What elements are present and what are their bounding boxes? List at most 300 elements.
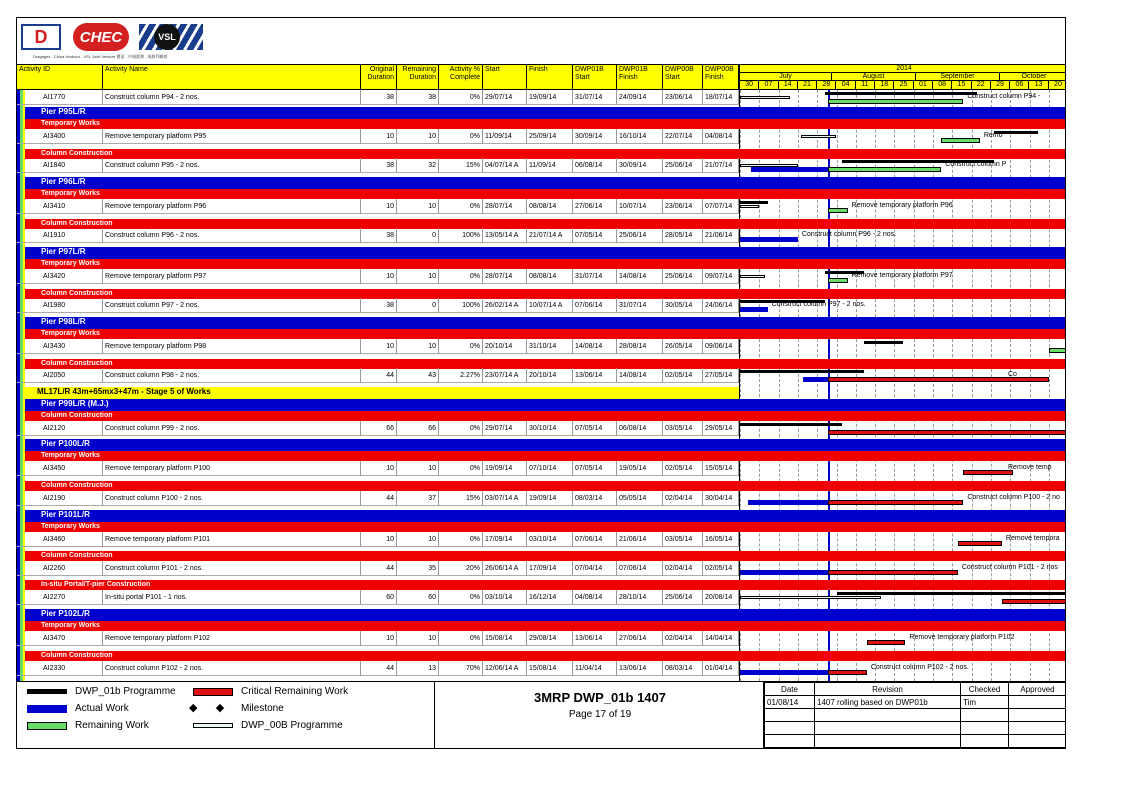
- cell-id: AI1910: [41, 228, 103, 243]
- bar-label: Remove temp: [1008, 464, 1052, 471]
- cell-pc: 0%: [439, 129, 483, 144]
- cell-d1f: 10/07/14: [617, 199, 663, 214]
- activity-row[interactable]: [17, 368, 739, 383]
- activity-row[interactable]: [17, 532, 739, 547]
- timeline-day: 06: [1010, 81, 1029, 90]
- cell-name: Remove temporary platform P101: [103, 532, 361, 547]
- remaining-bar: [1049, 348, 1066, 353]
- pier-band: Pier P96L/R: [25, 177, 739, 189]
- cell-finish: 08/08/14: [527, 199, 573, 214]
- programme-bar: [740, 370, 864, 373]
- cell-od: 10: [361, 631, 397, 646]
- document-title: 3MRP DWP_01b 1407: [534, 690, 666, 705]
- cell-od: 10: [361, 532, 397, 547]
- activity-row[interactable]: [17, 298, 739, 313]
- cell-id: AI2120: [41, 421, 103, 436]
- cell-od: 44: [361, 661, 397, 676]
- timeline-day: 30: [740, 81, 759, 90]
- band-extension: [739, 189, 1066, 199]
- cell-d0s: 02/04/14: [663, 561, 703, 576]
- cell-d1f: 14/08/14: [617, 269, 663, 284]
- timeline-day: 18: [875, 81, 894, 90]
- cell-d0s: 03/05/14: [663, 421, 703, 436]
- timeline-day: 29: [991, 81, 1010, 90]
- timeline-day: 25: [894, 81, 913, 90]
- cell-d0s: 25/06/14: [663, 590, 703, 605]
- band-extension: [739, 481, 1066, 491]
- bar-label: Construct column P97 - 2 nos.: [771, 301, 866, 308]
- band-extension: [739, 317, 1066, 329]
- actual-bar: [740, 307, 768, 312]
- cell-pc: 0%: [439, 339, 483, 354]
- cell-d1f: 19/05/14: [617, 461, 663, 476]
- timeline-day: 04: [837, 81, 856, 90]
- group-band: Temporary Works: [25, 189, 739, 199]
- stage-band: ML17L/R 43m+65mx3+47m - Stage 5 of Works: [25, 387, 739, 399]
- programme-bar: [740, 423, 842, 426]
- dwp00b-bar: [740, 205, 759, 208]
- pier-band: Pier P98L/R: [25, 317, 739, 329]
- bar-label: Remove temporary platform P97: [851, 272, 953, 279]
- actual-bar: [751, 167, 828, 172]
- cell-d1s: 27/06/14: [573, 199, 617, 214]
- cell-d0s: 25/06/14: [663, 158, 703, 173]
- cell-finish: 15/08/14: [527, 661, 573, 676]
- col-dwp01b-finish: DWP01B Finish: [617, 65, 663, 89]
- cell-finish: 16/12/14: [527, 590, 573, 605]
- cell-d0f: 09/06/14: [703, 339, 739, 354]
- critical-bar: [828, 570, 958, 575]
- cell-finish: 10/07/14 A: [527, 298, 573, 313]
- chec-logo: CHEC: [73, 23, 129, 51]
- activity-row[interactable]: [17, 90, 739, 105]
- timeline-year: 2014: [740, 65, 1066, 73]
- activity-row[interactable]: [17, 199, 739, 214]
- cell-od: 44: [361, 368, 397, 383]
- bar-label: Construct column P101 - 2 nos: [961, 564, 1058, 571]
- cell-name: Construct column P98 - 2 nos.: [103, 368, 361, 383]
- cell-id: AI3460: [41, 532, 103, 547]
- cell-pc: 0%: [439, 421, 483, 436]
- cell-d1s: 04/08/14: [573, 590, 617, 605]
- cell-finish: 21/07/14 A: [527, 228, 573, 243]
- cell-start: 19/09/14: [483, 461, 527, 476]
- cell-rd: 37: [397, 491, 439, 506]
- bar-label: Construct column P100 - 2 no: [967, 494, 1060, 501]
- cell-name: Remove temporary platform P95: [103, 129, 361, 144]
- cell-name: Remove temporary platform P98: [103, 339, 361, 354]
- actual-bar: [740, 237, 798, 242]
- cell-d1s: 08/03/14: [573, 491, 617, 506]
- cell-start: 17/09/14: [483, 532, 527, 547]
- cell-od: 10: [361, 269, 397, 284]
- group-band: Temporary Works: [25, 329, 739, 339]
- dwp00b-bar: [740, 596, 881, 599]
- band-extension: [739, 411, 1066, 421]
- cell-rd: 35: [397, 561, 439, 576]
- cell-start: 04/07/14 A: [483, 158, 527, 173]
- band-extension: [739, 609, 1066, 621]
- legend-swatch-critical: [193, 688, 233, 696]
- cell-name: Remove temporary platform P100: [103, 461, 361, 476]
- cell-start: 03/10/14: [483, 590, 527, 605]
- activity-row[interactable]: [17, 631, 739, 646]
- programme-bar: [864, 341, 903, 344]
- col-activity-id: Activity ID: [17, 65, 103, 89]
- cell-d1f: 28/10/14: [617, 590, 663, 605]
- remaining-bar: [828, 278, 847, 283]
- cell-pc: 20%: [439, 561, 483, 576]
- cell-finish: 29/08/14: [527, 631, 573, 646]
- remaining-bar: [828, 167, 941, 172]
- cell-id: AI3420: [41, 269, 103, 284]
- cell-od: 38: [361, 90, 397, 105]
- cell-id: AI2260: [41, 561, 103, 576]
- rev-approved: [1009, 696, 1067, 709]
- band-extension: [739, 580, 1066, 590]
- dwp00b-bar: [740, 96, 790, 99]
- cell-rd: 38: [397, 90, 439, 105]
- band-extension: [739, 510, 1066, 522]
- band-extension: [739, 651, 1066, 661]
- cell-od: 44: [361, 491, 397, 506]
- col-percent-complete: Activity % Complete: [439, 65, 483, 89]
- cell-od: 38: [361, 158, 397, 173]
- cell-d0s: 30/05/14: [663, 298, 703, 313]
- group-band: Column Construction: [25, 359, 739, 369]
- timeline-day: 08: [933, 81, 952, 90]
- cell-name: Remove temporary platform P96: [103, 199, 361, 214]
- cell-d0f: 21/07/14: [703, 158, 739, 173]
- timeline-day: 07: [759, 81, 778, 90]
- bar-label: Construct column P: [945, 161, 1007, 168]
- col-activity-name: Activity Name: [103, 65, 361, 89]
- vsl-logo: VSL: [139, 24, 203, 50]
- cell-id: AI2270: [41, 590, 103, 605]
- cell-pc: 15%: [439, 158, 483, 173]
- cell-d0f: 04/08/14: [703, 129, 739, 144]
- group-band: Temporary Works: [25, 621, 739, 631]
- cell-id: AI1980: [41, 298, 103, 313]
- cell-od: 10: [361, 461, 397, 476]
- cell-rd: 43: [397, 368, 439, 383]
- band-extension: [739, 551, 1066, 561]
- cell-od: 60: [361, 590, 397, 605]
- cell-finish: 17/09/14: [527, 561, 573, 576]
- cell-d0f: 21/06/14: [703, 228, 739, 243]
- bar-label: Co: [1008, 371, 1017, 378]
- col-finish: Finish: [527, 65, 573, 89]
- activity-row[interactable]: [17, 461, 739, 476]
- cell-d0s: 23/06/14: [663, 199, 703, 214]
- activity-row[interactable]: [17, 491, 739, 506]
- cell-d1f: 31/07/14: [617, 298, 663, 313]
- cell-d0s: 02/04/14: [663, 491, 703, 506]
- cell-d1s: 07/06/14: [573, 532, 617, 547]
- cell-name: In-situ portal P101 - 1 nos.: [103, 590, 361, 605]
- cell-rd: 13: [397, 661, 439, 676]
- dragages-logo: D: [21, 24, 61, 50]
- bar-label: Construct column P96 - 2 nos.: [801, 231, 897, 238]
- activity-row[interactable]: [17, 158, 739, 173]
- band-extension: [739, 399, 1066, 411]
- legend-dwp00b: DWP_00B Programme: [241, 720, 343, 731]
- bar-label: Remove temporary platform P102: [909, 634, 1015, 641]
- cell-id: AI2330: [41, 661, 103, 676]
- cell-od: 38: [361, 298, 397, 313]
- cell-name: Remove temporary platform P97: [103, 269, 361, 284]
- cell-d1f: 06/08/14: [617, 421, 663, 436]
- band-extension: [739, 329, 1066, 339]
- cell-d0f: 27/05/14: [703, 368, 739, 383]
- bar-label: Remove tempora: [1005, 535, 1060, 542]
- cell-finish: 11/09/14: [527, 158, 573, 173]
- rev-header-approved: Approved: [1009, 683, 1067, 696]
- cell-d0s: 02/05/14: [663, 461, 703, 476]
- cell-finish: 07/10/14: [527, 461, 573, 476]
- legend-swatch-dwp00b: [193, 723, 233, 728]
- timeline-month: October: [1000, 73, 1066, 81]
- cell-start: 26/02/14 A: [483, 298, 527, 313]
- activity-row[interactable]: [17, 228, 739, 243]
- timeline-day: 15: [952, 81, 971, 90]
- cell-d1f: 05/05/14: [617, 491, 663, 506]
- legend-milestone: Milestone: [241, 703, 284, 714]
- legend-remaining: Remaining Work: [75, 720, 149, 731]
- cell-rd: 66: [397, 421, 439, 436]
- activity-row[interactable]: [17, 561, 739, 576]
- cell-id: AI2190: [41, 491, 103, 506]
- band-extension: [739, 119, 1066, 129]
- actual-bar: [803, 377, 828, 382]
- cell-d0s: 26/05/14: [663, 339, 703, 354]
- cell-od: 10: [361, 199, 397, 214]
- cell-d0f: 30/04/14: [703, 491, 739, 506]
- cell-d1f: 14/08/14: [617, 368, 663, 383]
- col-dwp01b-start: DWP01B Start: [573, 65, 617, 89]
- activity-row[interactable]: [17, 661, 739, 676]
- rev-header-date: Date: [765, 683, 815, 696]
- band-extension: [739, 359, 1066, 369]
- col-dwp00b-start: DWP00B Start: [663, 65, 703, 89]
- activity-row[interactable]: [17, 269, 739, 284]
- bar-label: Construct column P94 -: [967, 93, 1041, 100]
- critical-bar: [867, 640, 906, 645]
- cell-finish: 30/10/14: [527, 421, 573, 436]
- timeline-day: 01: [914, 81, 933, 90]
- cell-name: Construct column P99 - 2 nos.: [103, 421, 361, 436]
- cell-d1s: 31/07/14: [573, 269, 617, 284]
- activity-row[interactable]: [17, 129, 739, 144]
- remaining-bar: [828, 208, 847, 213]
- cell-d1f: 25/06/14: [617, 228, 663, 243]
- revision-table: [764, 682, 1066, 748]
- critical-bar: [958, 541, 1002, 546]
- col-dwp00b-finish: DWP00B Finish: [703, 65, 739, 89]
- cell-finish: 31/10/14: [527, 339, 573, 354]
- legend-swatch-remaining: [27, 722, 67, 730]
- col-original-duration: Original Duration: [361, 65, 397, 89]
- cell-d0f: 09/07/14: [703, 269, 739, 284]
- band-extension: [739, 522, 1066, 532]
- cell-rd: 10: [397, 532, 439, 547]
- band-extension: [739, 289, 1066, 299]
- cell-name: Construct column P97 - 2 nos.: [103, 298, 361, 313]
- title-block: [434, 682, 764, 749]
- group-band: Temporary Works: [25, 119, 739, 129]
- cell-id: AI3430: [41, 339, 103, 354]
- cell-d1s: 07/04/14: [573, 561, 617, 576]
- cell-name: Construct column P101 - 2 nos.: [103, 561, 361, 576]
- pier-band: Pier P99L/R (M.J.): [25, 399, 739, 411]
- cell-d1s: 11/04/14: [573, 661, 617, 676]
- cell-od: 66: [361, 421, 397, 436]
- cell-d0s: 03/05/14: [663, 532, 703, 547]
- cell-pc: 0%: [439, 590, 483, 605]
- cell-d0s: 02/04/14: [663, 631, 703, 646]
- cell-rd: 0: [397, 228, 439, 243]
- cell-od: 44: [361, 561, 397, 576]
- cell-finish: 20/10/14: [527, 368, 573, 383]
- cell-rd: 32: [397, 158, 439, 173]
- cell-d0s: 22/07/14: [663, 129, 703, 144]
- cell-rd: 0: [397, 298, 439, 313]
- cell-rd: 10: [397, 199, 439, 214]
- cell-d1f: 27/06/14: [617, 631, 663, 646]
- dwp00b-bar: [740, 275, 765, 278]
- cell-d0s: 02/05/14: [663, 368, 703, 383]
- pier-band: Pier P100L/R: [25, 439, 739, 451]
- band-extension: [739, 259, 1066, 269]
- pier-band: Pier P97L/R: [25, 247, 739, 259]
- cell-d0f: 29/05/14: [703, 421, 739, 436]
- cell-d0f: 24/06/14: [703, 298, 739, 313]
- cell-start: 28/07/14: [483, 199, 527, 214]
- cell-id: AI2050: [41, 368, 103, 383]
- cell-d0s: 23/06/14: [663, 90, 703, 105]
- critical-bar: [963, 470, 1013, 475]
- programme-bar: [740, 201, 768, 204]
- cell-id: AI1770: [41, 90, 103, 105]
- schedule-page: [16, 17, 1066, 749]
- cell-start: 12/06/14 A: [483, 661, 527, 676]
- cell-pc: 70%: [439, 661, 483, 676]
- joint-venture-text: Dragages - China Harbour - VSL Joint Venture 寶嘉 - 中國港灣 - 威勝利聯營: [33, 54, 168, 59]
- cell-rd: 10: [397, 339, 439, 354]
- cell-start: 29/07/14: [483, 90, 527, 105]
- critical-bar: [828, 430, 1066, 435]
- cell-id: AI1840: [41, 158, 103, 173]
- activity-row[interactable]: [17, 590, 739, 605]
- timeline-day: 11: [856, 81, 875, 90]
- cell-pc: 0%: [439, 199, 483, 214]
- cell-d0f: 16/05/14: [703, 532, 739, 547]
- col-start: Start: [483, 65, 527, 89]
- page-number: Page 17 of 19: [568, 709, 632, 720]
- cell-od: 10: [361, 129, 397, 144]
- cell-name: Construct column P94 - 2 nos.: [103, 90, 361, 105]
- activity-row[interactable]: [17, 339, 739, 354]
- critical-bar: [828, 670, 867, 675]
- timeline-month: September: [916, 73, 1000, 81]
- cell-finish: 19/09/14: [527, 90, 573, 105]
- timeline-day: 21: [798, 81, 817, 90]
- bar-label: Remove temporary platform P96: [851, 202, 953, 209]
- legend-swatch-actual: [27, 705, 67, 713]
- actual-bar: [740, 670, 828, 675]
- cell-pc: 15%: [439, 491, 483, 506]
- cell-start: 15/08/14: [483, 631, 527, 646]
- pier-band: Pier P101L/R: [25, 510, 739, 522]
- dwp00b-bar: [801, 135, 837, 138]
- cell-pc: 0%: [439, 90, 483, 105]
- legend-area: [17, 681, 1066, 749]
- timeline-header: [739, 64, 1066, 90]
- cell-start: 26/06/14 A: [483, 561, 527, 576]
- cell-finish: 19/09/14: [527, 491, 573, 506]
- cell-pc: 0%: [439, 269, 483, 284]
- group-band: Column Construction: [25, 219, 739, 229]
- cell-name: Construct column P102 - 2 nos.: [103, 661, 361, 676]
- cell-pc: 100%: [439, 298, 483, 313]
- legend-actual: Actual Work: [75, 703, 129, 714]
- bar-label: Remo: [983, 132, 1003, 139]
- band-extension: [739, 107, 1066, 119]
- cell-d0f: 14/04/14: [703, 631, 739, 646]
- cell-name: Construct column P95 - 2 nos.: [103, 158, 361, 173]
- cell-finish: 03/10/14: [527, 532, 573, 547]
- cell-d1f: 13/06/14: [617, 661, 663, 676]
- cell-d1f: 24/09/14: [617, 90, 663, 105]
- cell-d1f: 28/08/14: [617, 339, 663, 354]
- cell-d1s: 07/05/14: [573, 228, 617, 243]
- cell-id: AI3470: [41, 631, 103, 646]
- legend-critical: Critical Remaining Work: [241, 686, 349, 697]
- cell-id: AI3400: [41, 129, 103, 144]
- timeline-day: 14: [779, 81, 798, 90]
- timeline-day: 20: [1049, 81, 1066, 90]
- cell-d1s: 07/05/14: [573, 461, 617, 476]
- group-band: Column Construction: [25, 551, 739, 561]
- activity-row[interactable]: [17, 421, 739, 436]
- cell-id: AI3410: [41, 199, 103, 214]
- group-band: Column Construction: [25, 149, 739, 159]
- rev-checked: Tim: [961, 696, 1009, 709]
- cell-d1s: 30/09/14: [573, 129, 617, 144]
- cell-d1f: 30/09/14: [617, 158, 663, 173]
- programme-bar: [825, 92, 977, 95]
- timeline-month: August: [832, 73, 916, 81]
- cell-d1f: 21/06/14: [617, 532, 663, 547]
- cell-d0s: 28/05/14: [663, 228, 703, 243]
- actual-bar: [740, 570, 828, 575]
- cell-start: 13/05/14 A: [483, 228, 527, 243]
- rev-description: 1407 rolling based on DWP01b: [815, 696, 961, 709]
- cell-d0f: 01/04/14: [703, 661, 739, 676]
- cell-finish: 08/08/14: [527, 269, 573, 284]
- cell-d1s: 07/05/14: [573, 421, 617, 436]
- cell-rd: 10: [397, 461, 439, 476]
- band-extension: [739, 621, 1066, 631]
- cell-start: 28/07/14: [483, 269, 527, 284]
- timeline-day: 28: [817, 81, 836, 90]
- remaining-bar: [828, 99, 963, 104]
- cell-d1f: 07/06/14: [617, 561, 663, 576]
- cell-start: 29/07/14: [483, 421, 527, 436]
- cell-d0s: 08/03/14: [663, 661, 703, 676]
- cell-start: 11/09/14: [483, 129, 527, 144]
- band-extension: [739, 149, 1066, 159]
